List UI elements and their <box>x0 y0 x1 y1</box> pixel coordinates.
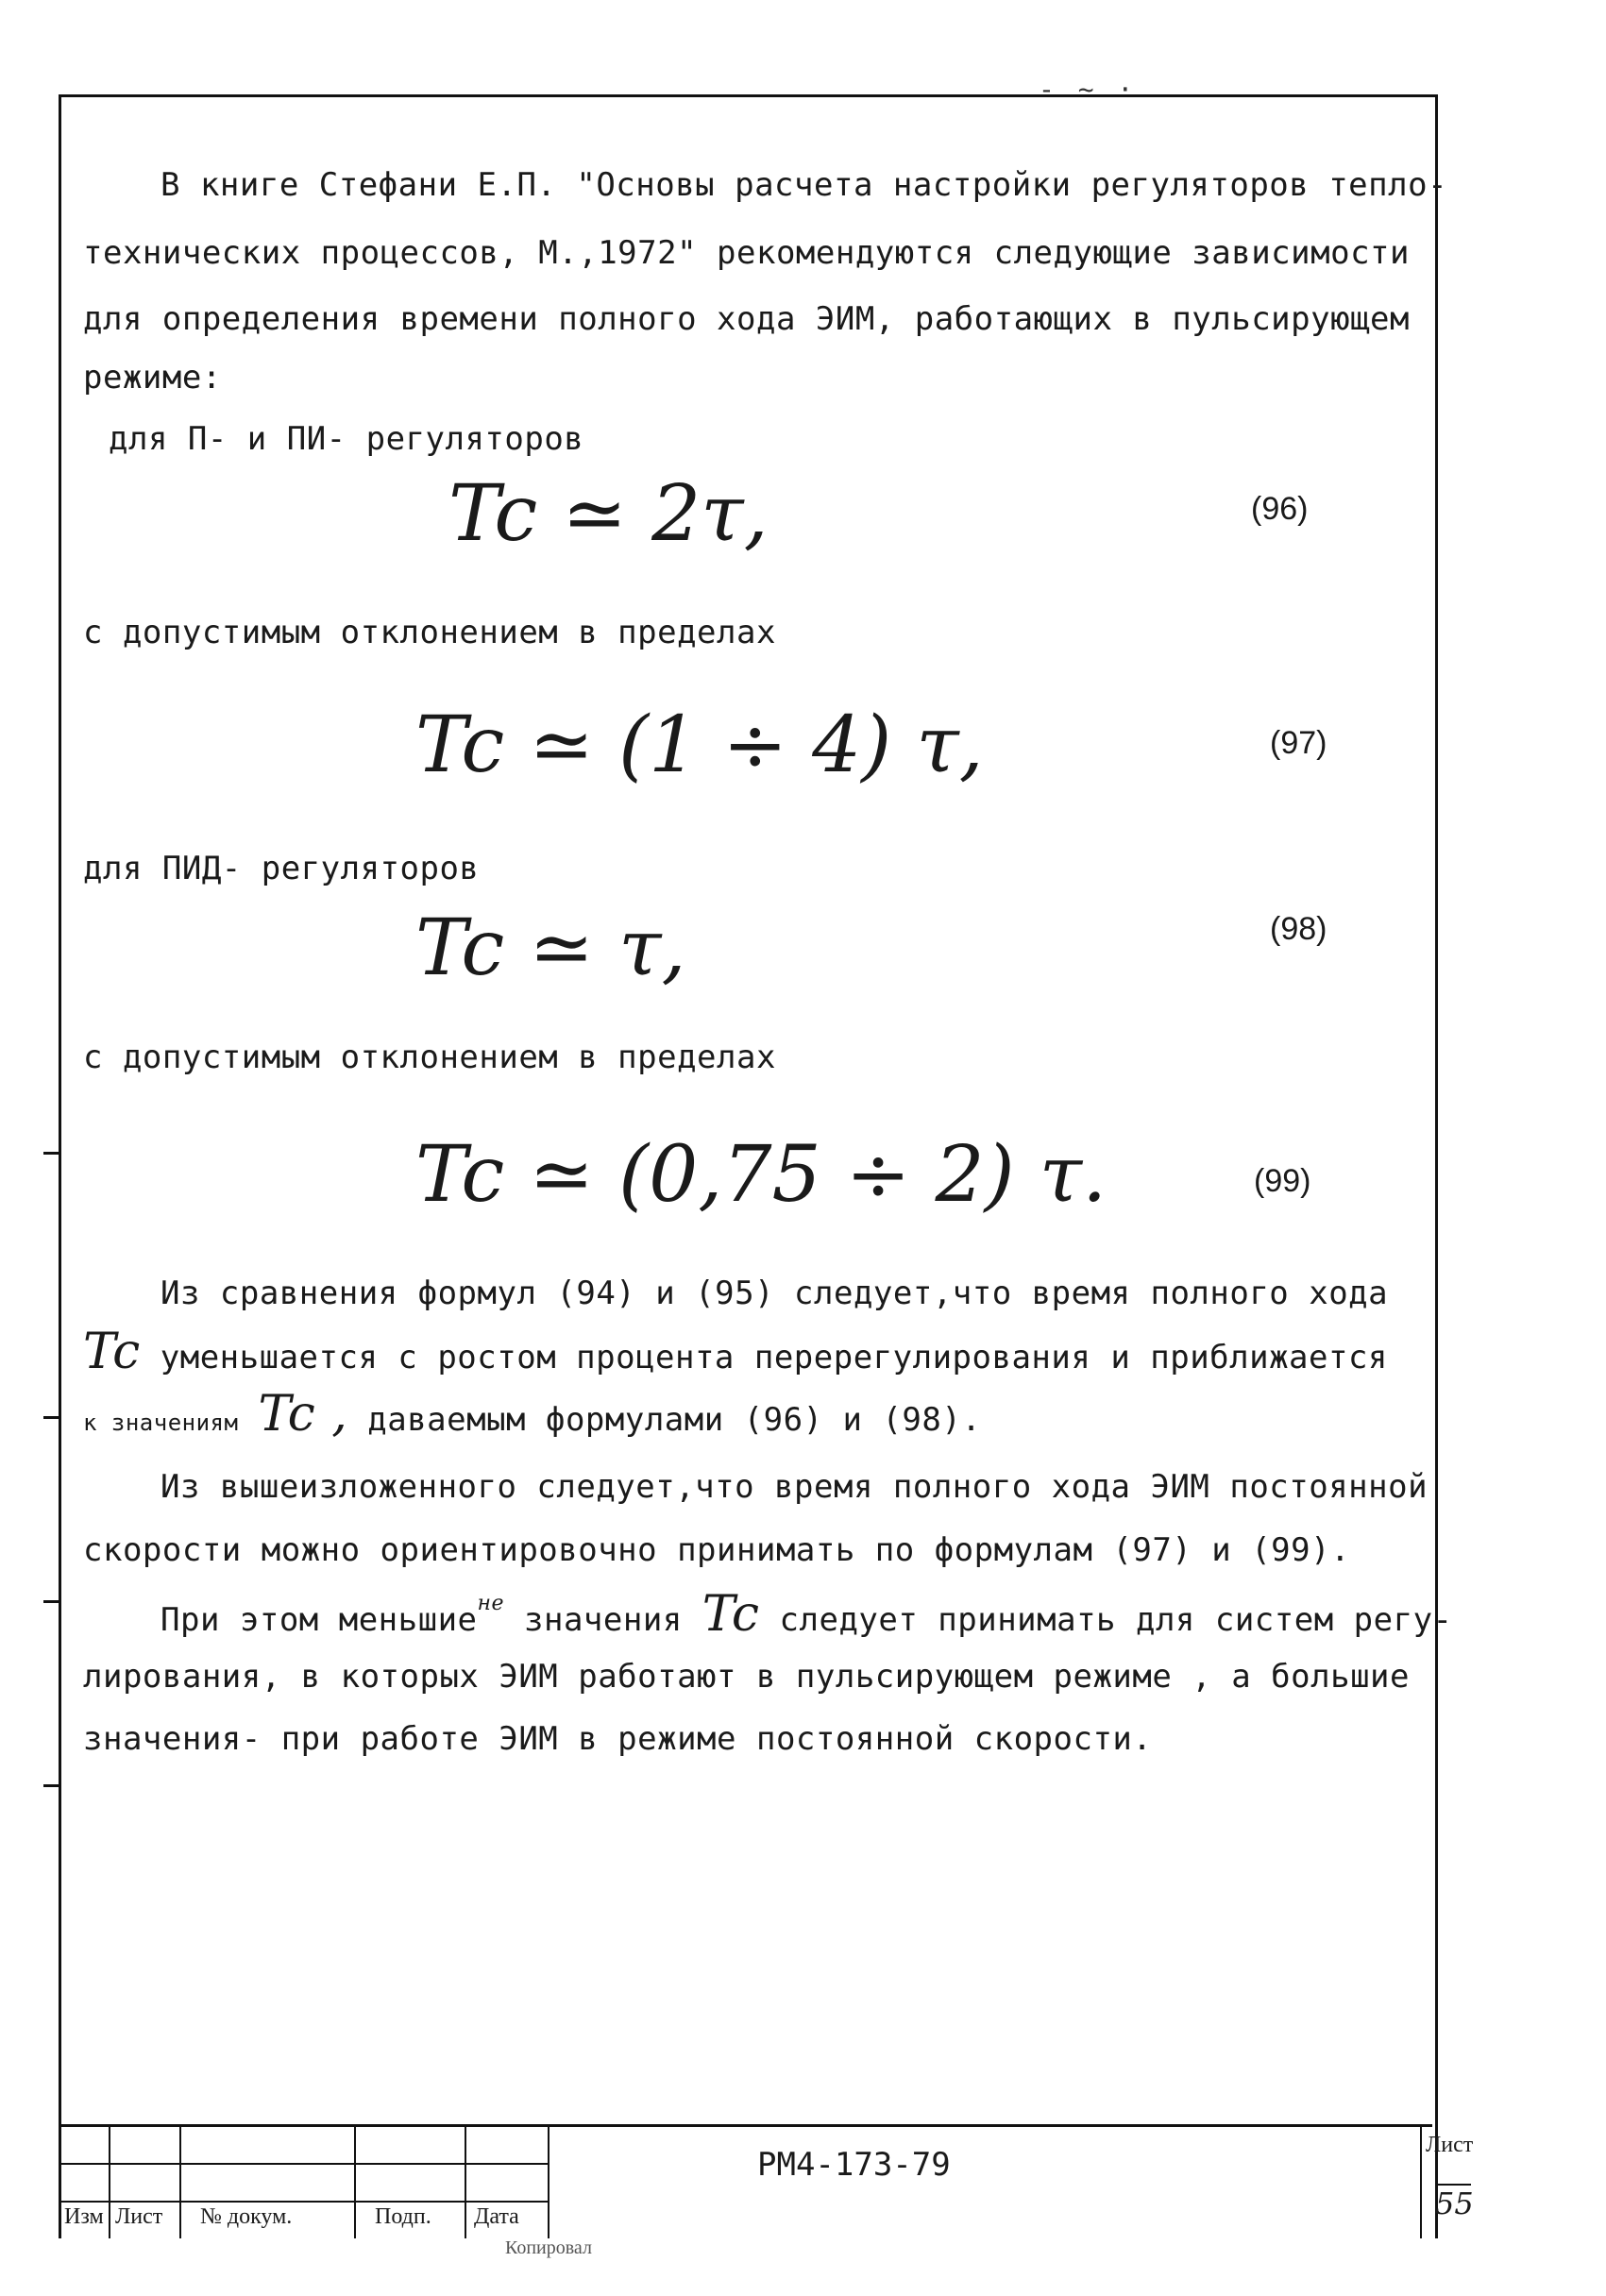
title-block <box>59 2124 1474 2238</box>
sheet-number: 55 <box>1435 2186 1474 2221</box>
copied-by-label: Копировал <box>505 2237 592 2258</box>
formula-97: Tc ≃ (1 ÷ 4) τ, <box>415 701 984 790</box>
equation-number-97: (97) <box>1270 725 1327 761</box>
paragraph2-line3 <box>83 1386 982 1443</box>
col-izm-label: Изм <box>64 2204 104 2229</box>
top-scribble: - ~ · <box>1039 74 1138 105</box>
formula-98: Tc ≃ τ, <box>415 903 686 993</box>
equation-number-99: (99) <box>1254 1163 1311 1199</box>
formula-99: Tc ≃ (0,75 ÷ 2) τ. <box>415 1130 1107 1220</box>
paragraph1-line1: В книге Стефани Е.П. "Основы расчета настройки регуляторов тепло- <box>161 166 1448 204</box>
col-data-label: Дата <box>474 2204 519 2229</box>
col-podp-label: Подп. <box>375 2204 431 2229</box>
equation-number-98: (98) <box>1270 911 1327 947</box>
paragraph2-line3-prefix: к значениям <box>83 1410 239 1436</box>
deviation-text-2: с допустимым отклонением в пределах <box>83 1038 776 1076</box>
col-doc-label: № докум. <box>200 2204 293 2229</box>
title-block-col-line <box>465 2127 466 2238</box>
margin-tick <box>43 1152 60 1155</box>
paragraph1-line3: для определения времени полного хода ЭИМ, работающих в пульсирующем <box>83 300 1410 338</box>
margin-tick <box>43 1416 60 1419</box>
document-code: РМ4-173-79 <box>757 2146 951 2184</box>
case1-label: для П- и ПИ- регуляторов <box>109 420 584 458</box>
title-block-col-line <box>109 2127 110 2238</box>
title-block-row-line <box>59 2201 549 2203</box>
margin-tick <box>43 1600 60 1603</box>
col-list-label: Лист <box>115 2204 163 2229</box>
tc-symbol: Tc <box>702 1586 760 1643</box>
margin-tick <box>43 1784 60 1787</box>
paragraph1-line4: режиме: <box>83 359 222 397</box>
paragraph3-line2: скорости можно ориентировочно принимать по формулам (97) и (99). <box>83 1531 1351 1569</box>
case2-label: для ПИД- регуляторов <box>83 850 480 887</box>
tc-symbol: Tc , <box>258 1386 348 1443</box>
handwritten-correction: не <box>477 1592 505 1615</box>
title-block-col-line <box>354 2127 356 2238</box>
paragraph3-line1: Из вышеизложенного следует,что время полного хода ЭИМ постоянной <box>161 1468 1428 1506</box>
equation-number-96: (96) <box>1251 491 1309 527</box>
paragraph4-line1 <box>161 1586 1453 1644</box>
sheet-box <box>1420 2127 1472 2238</box>
paragraph4-line2: лирования, в которых ЭИМ работают в пульсирующем режиме , а большие <box>83 1658 1410 1696</box>
title-block-col-line <box>179 2127 181 2238</box>
tc-symbol: Tc <box>83 1324 141 1380</box>
paragraph4-text-b: значения <box>524 1601 683 1639</box>
title-block-row-line <box>59 2163 549 2165</box>
paragraph4-line3: значения- при работе ЭИМ в режиме постоянной скорости. <box>83 1720 1153 1758</box>
paragraph2-line3-text: даваемым формулами (96) и (98). <box>367 1401 982 1439</box>
paragraph2-line2-text: уменьшается с ростом процента перерегулирования и приближается <box>160 1339 1388 1376</box>
deviation-text-1: с допустимым отклонением в пределах <box>83 614 776 651</box>
paragraph1-line2: технических процессов, М.,1972" рекомендуются следующие зависимости <box>83 234 1410 272</box>
formula-96: Tc ≃ 2τ, <box>448 469 769 559</box>
paragraph4-text-c: следует принимать для систем регу- <box>779 1601 1453 1639</box>
title-block-col-line <box>548 2127 549 2238</box>
paragraph2-line2 <box>83 1324 1388 1380</box>
paragraph4-text-a: При этом меньшие <box>161 1601 478 1639</box>
paragraph2-line1: Из сравнения формул (94) и (95) следует,что время полного хода <box>161 1275 1389 1312</box>
sheet-label: Лист <box>1426 2133 1474 2157</box>
